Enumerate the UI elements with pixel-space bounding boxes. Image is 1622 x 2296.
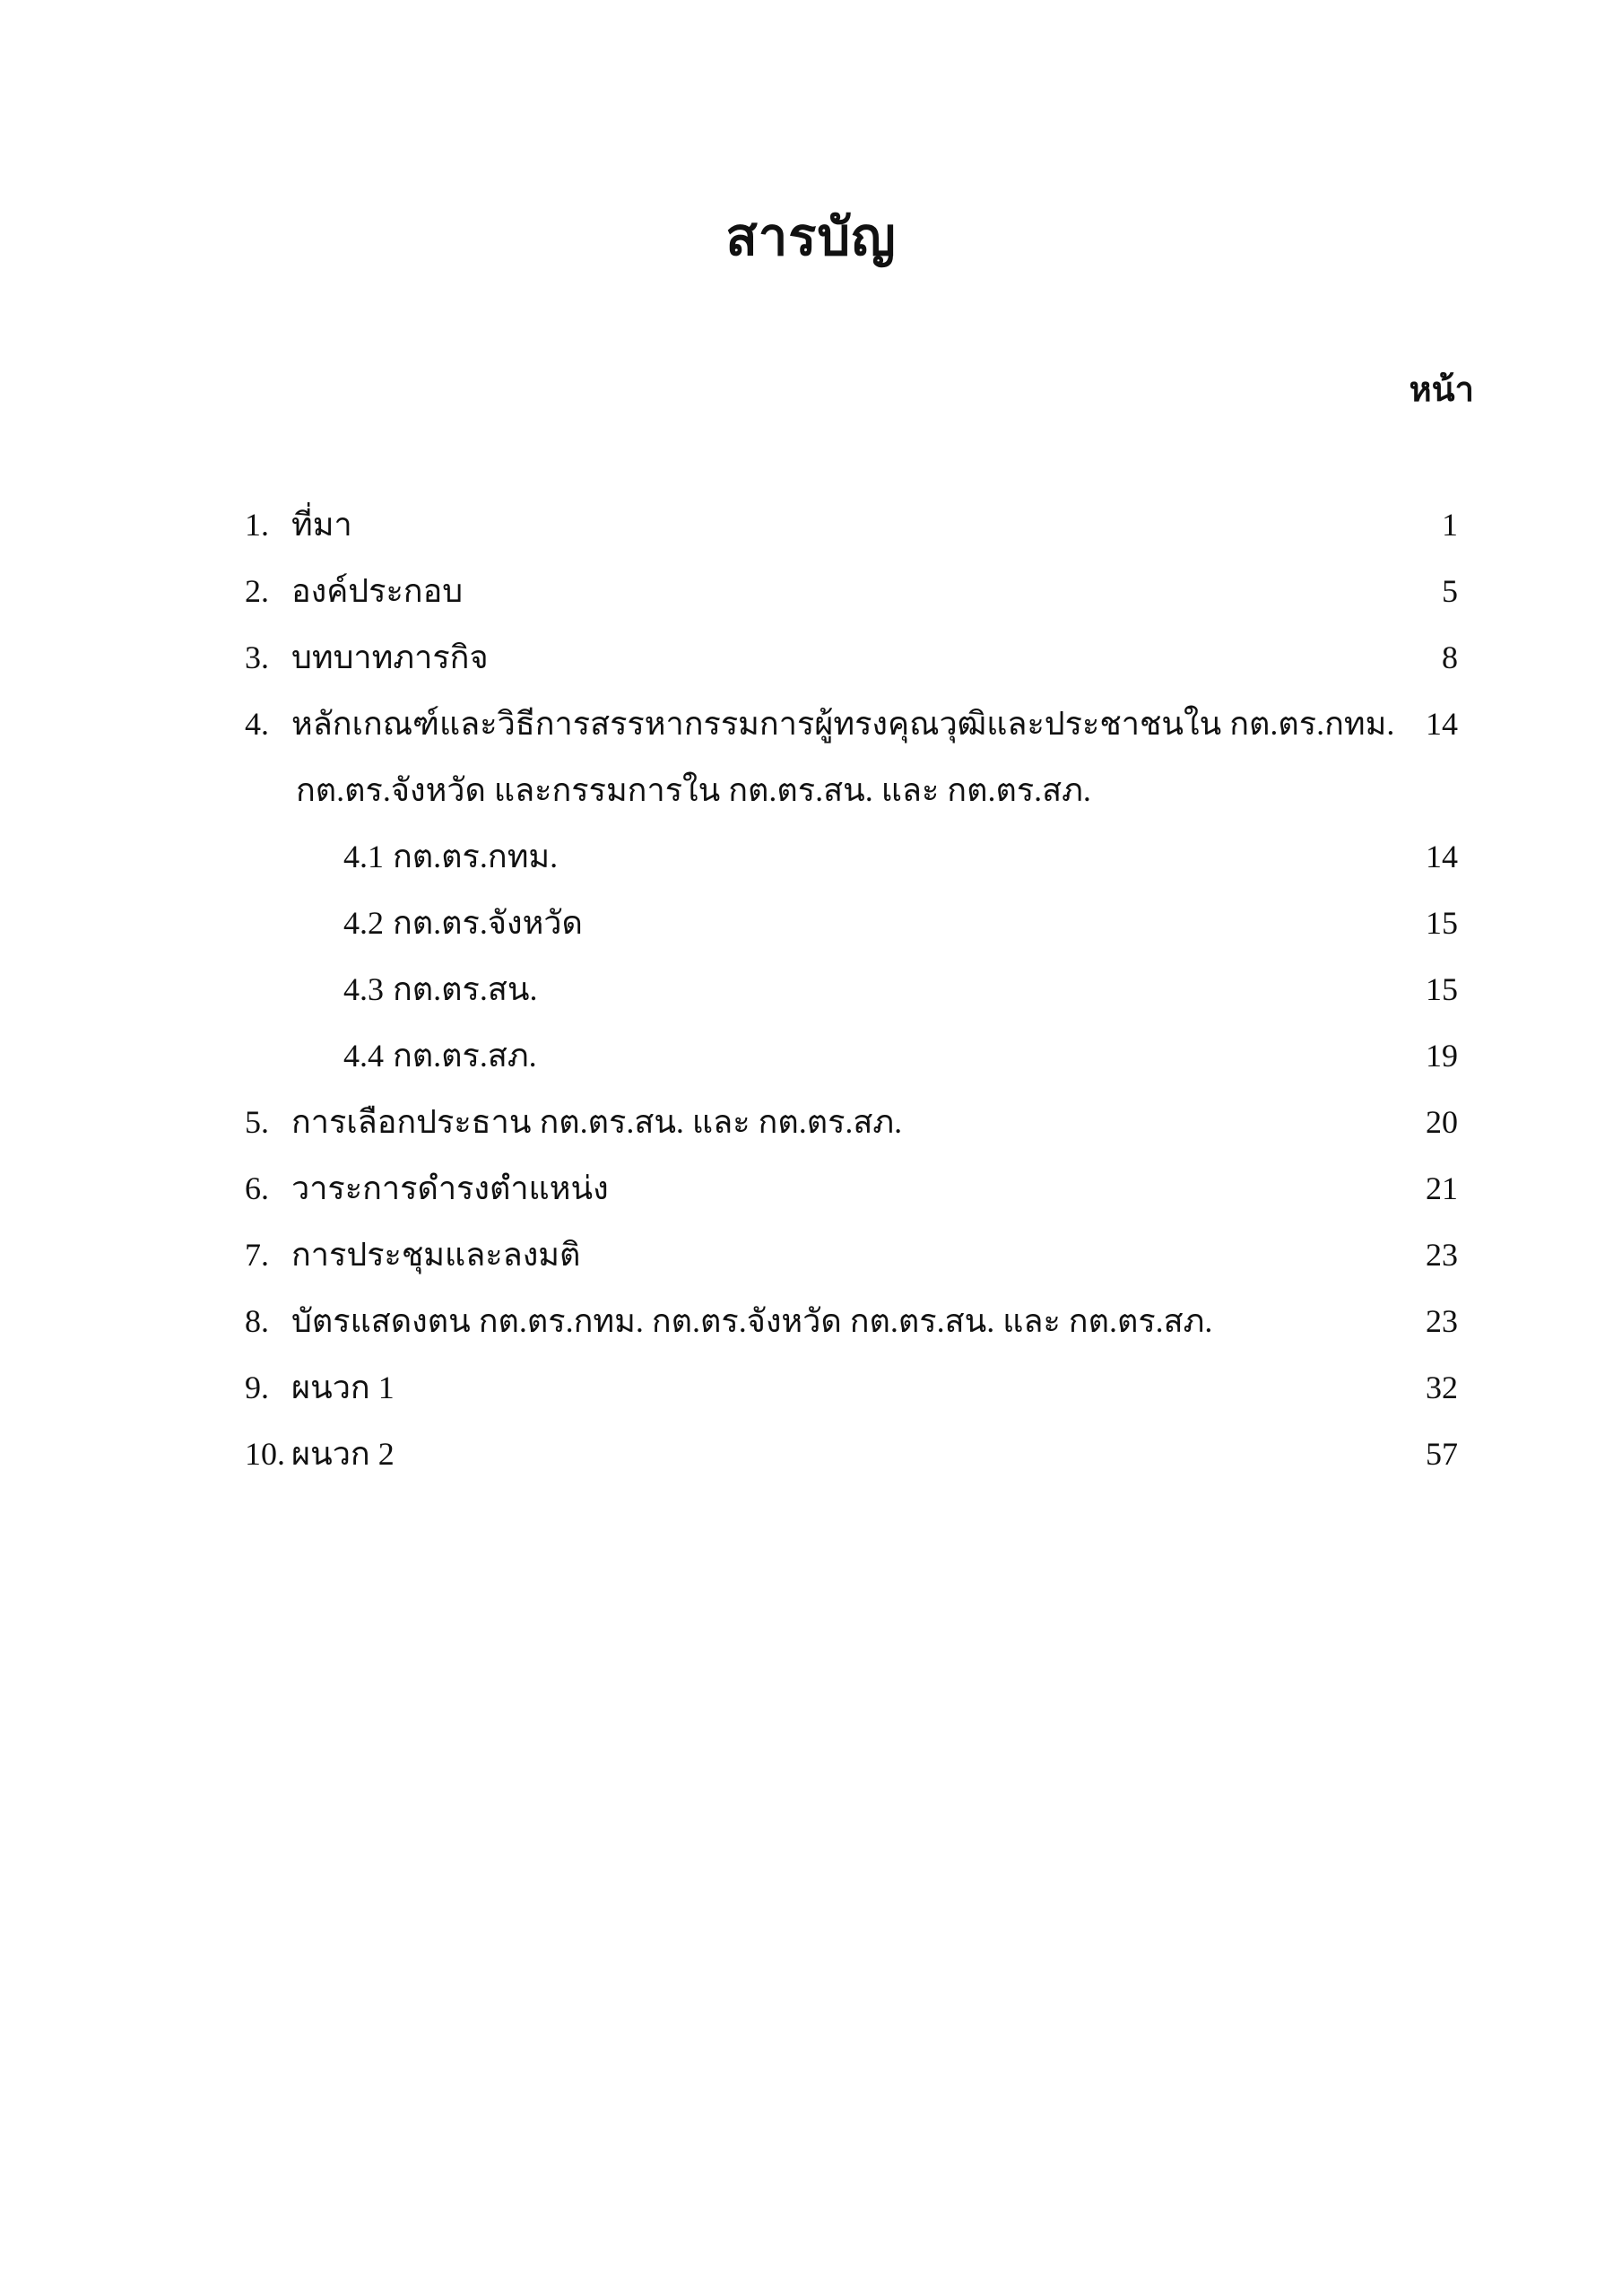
toc-entry-10 (0, 1421, 1622, 1487)
toc-entry-1 (0, 491, 1622, 558)
toc-entry-label: หลักเกณฑ์และวิธีการสรรหากรรมการผู้ทรงคุณวุฒิและประชาชนใน กต.ตร.กทม. (291, 706, 1395, 742)
toc-entry-number: 1. (245, 507, 269, 543)
toc-entry-number: 9. (245, 1370, 269, 1405)
toc-entry-page: 19 (1426, 1038, 1458, 1074)
toc-entry-6 (0, 1155, 1622, 1222)
toc-entry-label: ผนวก 1 (291, 1370, 395, 1405)
toc-entry-page: 23 (1426, 1237, 1458, 1273)
toc-entry-number: 3. (245, 639, 269, 675)
toc-entry-7 (0, 1222, 1622, 1288)
toc-entry-label: องค์ประกอบ (291, 573, 464, 609)
toc-entry-number: 2. (245, 573, 269, 609)
toc-entry-number: 5. (245, 1104, 269, 1140)
toc-entry-label: กต.ตร.สน. (393, 971, 538, 1007)
toc-entry-label: บัตรแสดงตน กต.ตร.กทม. กต.ตร.จังหวัด กต.ตร.สน. และ กต.ตร.สภ. (291, 1303, 1213, 1339)
toc-entry-label: การเลือกประธาน กต.ตร.สน. และ กต.ตร.สภ. (291, 1104, 903, 1140)
toc-entry-page: 14 (1426, 706, 1458, 742)
toc-entry-number: 4.4 (343, 1038, 384, 1074)
toc-entry-label: กต.ตร.กทม. (393, 839, 559, 874)
toc-entry-number: 7. (245, 1237, 269, 1273)
toc-entry-number: 4.3 (343, 971, 384, 1007)
toc-entry-number: 6. (245, 1170, 269, 1206)
toc-entry-label: บทบาทภารกิจ (291, 639, 489, 675)
toc-entry-number: 10. (245, 1436, 285, 1472)
toc-entry-number: 4. (245, 706, 269, 742)
toc-entry-page: 20 (1426, 1104, 1458, 1140)
toc-entry-4-2 (0, 890, 1622, 956)
toc-entry-5 (0, 1089, 1622, 1155)
toc-entry-4-4 (0, 1022, 1622, 1089)
toc-entry-4-3 (0, 956, 1622, 1022)
toc-entry-number: 4.2 (343, 905, 384, 941)
toc-entry-page: 57 (1426, 1436, 1458, 1472)
toc-entry-page: 23 (1426, 1303, 1458, 1339)
page-column-header: หน้า (1409, 371, 1474, 409)
toc-entry-9 (0, 1354, 1622, 1421)
toc-entry-number: 4.1 (343, 839, 384, 874)
toc-entry-3 (0, 624, 1622, 691)
toc-entry-page: 1 (1442, 507, 1458, 543)
toc-entry-8 (0, 1288, 1622, 1354)
toc-entry-label: กต.ตร.สภ. (393, 1038, 537, 1074)
toc-entry-4-1 (0, 823, 1622, 890)
toc-entry-label: วาระการดำรงตำแหน่ง (291, 1170, 609, 1206)
toc-entry-number: 8. (245, 1303, 269, 1339)
toc-entry-label: กต.ตร.จังหวัด (393, 905, 583, 941)
toc-entry-4 (0, 691, 1622, 757)
toc-entry-4-continuation (0, 757, 1622, 823)
toc-entry-page: 21 (1426, 1170, 1458, 1206)
toc-entry-page: 14 (1426, 839, 1458, 874)
toc-entry-label: ผนวก 2 (291, 1436, 395, 1472)
table-of-contents (0, 491, 1622, 1487)
toc-entry-2 (0, 558, 1622, 624)
toc-entry-label: ที่มา (291, 507, 352, 543)
toc-entry-label: การประชุมและลงมติ (291, 1237, 581, 1273)
toc-entry-page: 15 (1426, 905, 1458, 941)
toc-entry-label: กต.ตร.จังหวัด และกรรมการใน กต.ตร.สน. และ กต.ตร.สภ. (296, 772, 1091, 808)
toc-entry-page: 5 (1442, 573, 1458, 609)
toc-entry-page: 8 (1442, 639, 1458, 675)
toc-entry-page: 32 (1426, 1370, 1458, 1405)
page-title: สารบัญ (725, 208, 897, 266)
toc-entry-page: 15 (1426, 971, 1458, 1007)
